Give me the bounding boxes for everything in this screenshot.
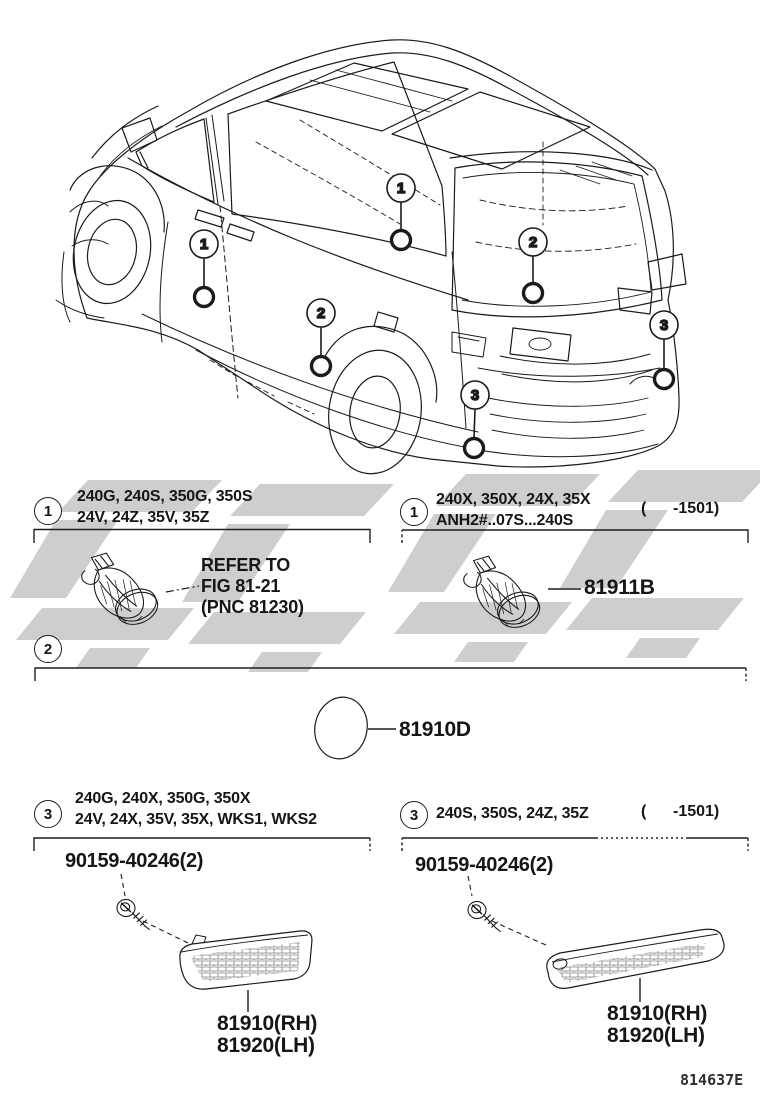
reflector-right-drawing: [547, 929, 724, 1002]
section-three-right-badge: 3: [400, 801, 428, 829]
screw-right-drawing: [466, 876, 548, 946]
callout-2-rear-glass: [519, 228, 547, 303]
part-number-lh-left: 81920(LH): [217, 1034, 315, 1057]
section-one-left-models-line2: 24V, 24Z, 35V, 35Z: [77, 509, 210, 526]
screw-part-number-left: 90159-40246(2): [65, 850, 204, 872]
part-number-rh-left: 81910(RH): [217, 1012, 318, 1035]
bracket-two: [35, 668, 746, 681]
section-one-left-badge: 1: [34, 497, 62, 525]
callout-2b-label: 2: [316, 305, 326, 322]
section-one-right-models-line2: ANH2#..07S...240S: [436, 512, 574, 529]
figure-code: 814637E: [680, 1071, 744, 1089]
refer-note-line3: (PNC 81230): [201, 597, 304, 617]
section-three-right-date-range: ( -1501): [641, 803, 720, 820]
refer-note-line2: FIG 81-21: [201, 576, 281, 596]
lens-81910d-drawing: [309, 692, 396, 763]
callout-1-label: 1: [396, 180, 406, 197]
refer-note-line1: REFER TO: [201, 555, 291, 575]
section-three-left-models-line2: 24V, 24X, 35V, 35X, WKS1, WKS2: [75, 811, 317, 828]
callout-1-front-door: [190, 230, 218, 307]
callout-1b-label: 1: [199, 236, 209, 253]
section-one-right-badge: 1: [400, 498, 428, 526]
section-three-left-badge: 3: [34, 800, 62, 828]
section-one-left-models-line1: 240G, 240S, 350G, 350S: [77, 488, 253, 505]
callout-1-sliding-door: [387, 174, 415, 250]
part-number-rh-right: 81910(RH): [607, 1002, 708, 1025]
part-number-lh-right: 81920(LH): [607, 1024, 705, 1047]
part-number-81910d: 81910D: [399, 718, 471, 741]
section-one-right-models-line1: 240X, 350X, 24X, 35X: [436, 491, 591, 508]
vehicle-callouts: [190, 174, 678, 458]
callout-3b-label: 3: [470, 387, 480, 404]
vehicle-illustration: [56, 40, 686, 480]
reflector-left-drawing: [180, 931, 312, 1012]
callout-2-quarter-panel: [307, 299, 335, 376]
section-three-right-models-line1: 240S, 350S, 24Z, 35Z: [436, 805, 589, 822]
callout-3a-label: 3: [659, 317, 669, 334]
callout-3-rear-corner: [650, 311, 678, 389]
section-three-left-models-line1: 240G, 240X, 350G, 350X: [75, 790, 251, 807]
screw-left-drawing: [115, 874, 190, 944]
section-one-right-date-range: ( -1501): [641, 500, 720, 517]
screw-part-number-right: 90159-40246(2): [415, 854, 554, 876]
callout-2a-label: 2: [528, 234, 538, 251]
part-number-81911b: 81911B: [584, 576, 655, 599]
section-two-badge: 2: [34, 635, 62, 663]
